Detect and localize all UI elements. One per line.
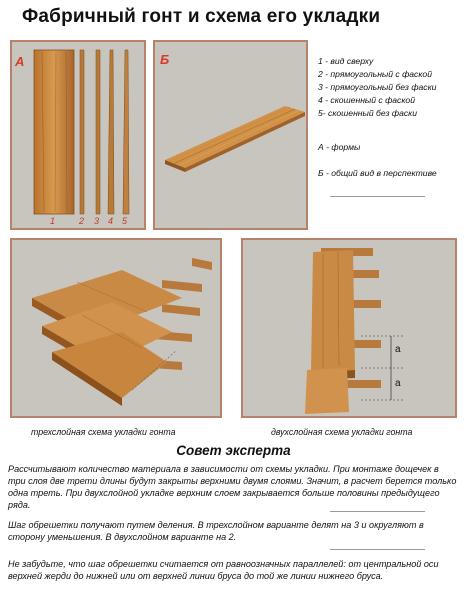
legend-perspective: Б - общий вид в перспективе bbox=[318, 168, 437, 178]
legend-item-5: 5- скошенный без фаски bbox=[318, 108, 418, 118]
panel-b-letter: Б bbox=[160, 52, 170, 67]
panel-three-layer-scheme bbox=[10, 238, 222, 418]
shingle-number-2: 2 bbox=[79, 216, 85, 226]
shingle-number-3: 3 bbox=[94, 216, 100, 226]
advice-title: Совет эксперта bbox=[176, 443, 291, 458]
legend-item-4: 4 - скошенный с фаской bbox=[318, 95, 415, 105]
shingle-perspective-illustration bbox=[155, 42, 308, 230]
advice-paragraph-3: Не забудьте, что шаг обрешетки считается от равноозначных параллелей: от центральной оси верхней жерди до нижней или от верхней линии бруса до той же линии нижнего бруса. bbox=[8, 559, 439, 582]
advice-divider-2 bbox=[330, 549, 425, 550]
measure-label-upper: a bbox=[395, 344, 401, 355]
caption-three-layer: трехслойная схема укладки гонта bbox=[31, 427, 176, 437]
shingle-number-1: 1 bbox=[50, 216, 56, 226]
panel-shingle-perspective bbox=[153, 40, 308, 230]
legend-divider bbox=[330, 196, 425, 197]
two-layer-illustration bbox=[243, 240, 457, 418]
shingle-number-4: 4 bbox=[108, 216, 114, 226]
measure-label-lower: a bbox=[395, 378, 401, 389]
shingle-number-5: 5 bbox=[122, 216, 128, 226]
caption-two-layer: двухслойная схема укладки гонта bbox=[271, 427, 413, 437]
panel-a-letter: А bbox=[15, 54, 25, 69]
panel-two-layer-scheme bbox=[241, 238, 457, 418]
three-layer-illustration bbox=[12, 240, 222, 418]
advice-divider-1 bbox=[330, 511, 425, 512]
advice-paragraph-1: Рассчитывают количество материала в зависимости от схемы укладки. При монтаже дощечек в три слоя две трети длины будут закрыты верхними двумя слоями. Значит, в расчет берется только одна треть. При двухслойной укладке верхним слоем закрывается больше половины предыдущего ряда. bbox=[8, 464, 457, 511]
page-title: Фабричный гонт и схема его укладки bbox=[22, 6, 381, 27]
legend-forms: А - формы bbox=[318, 142, 361, 152]
legend-item-1: 1 - вид сверху bbox=[318, 56, 374, 66]
shingle-forms-illustration bbox=[12, 42, 146, 230]
panel-shingle-forms bbox=[10, 40, 146, 230]
advice-paragraph-2: Шаг обрешетки получают путем деления. В трехслойном варианте делят на 3 и округляют в сторону уменьшения. В двухслойном варианте на 2. bbox=[8, 520, 424, 543]
legend-item-2: 2 - прямоугольный с фаской bbox=[318, 69, 432, 79]
legend-item-3: 3 - прямоугольный без фаски bbox=[318, 82, 437, 92]
